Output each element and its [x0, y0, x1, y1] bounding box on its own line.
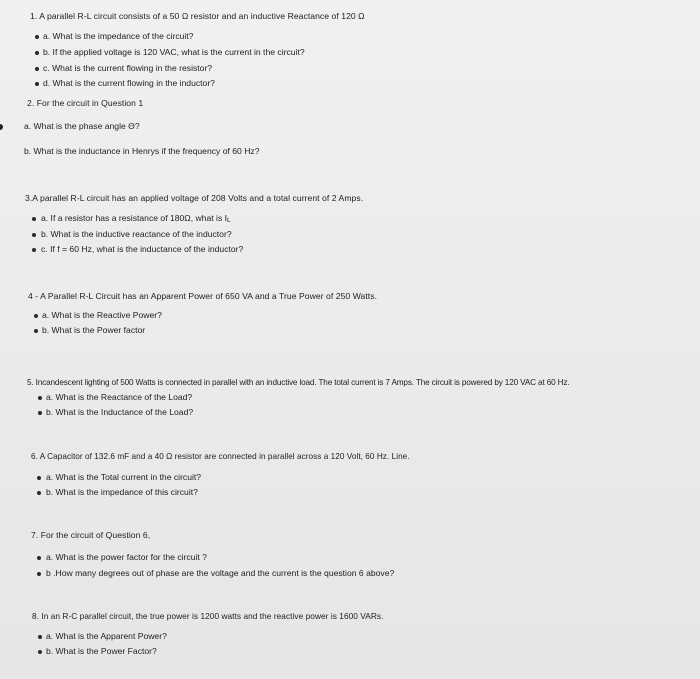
scroll-edge-marker	[0, 124, 3, 130]
bullet-icon	[37, 491, 41, 495]
bullet-icon	[35, 82, 39, 86]
question-7-item-a: a. What is the power factor for the circuit ?	[46, 552, 207, 562]
question-2-line-a: a. What is the phase angle Θ?	[24, 121, 140, 131]
question-5-title: 5. Incandescent lighting of 500 Watts is connected in parallel with an inductive load. The total current is 7 Amps. The circuit is powered by 120 VAC at 60 Hz.	[27, 378, 570, 387]
question-2-line-b: b. What is the inductance in Henrys if the frequency of 60 Hz?	[24, 146, 260, 156]
question-4-item-b: b. What is the Power factor	[42, 325, 146, 335]
question-8-title: 8. In an R-C parallel circuit, the true power is 1200 watts and the reactive power is 1600 VARs.	[32, 611, 384, 621]
question-3-item-c: c. If f = 60 Hz, what is the inductance of the inductor?	[41, 244, 244, 254]
question-4-item-a: a. What is the Reactive Power?	[42, 310, 162, 320]
bullet-icon	[38, 396, 42, 400]
question-5-item-b: b. What is the Inductance of the Load?	[46, 407, 194, 417]
bullet-icon	[37, 556, 41, 560]
question-7-item-b: b .How many degrees out of phase are the voltage and the current is the question 6 above?	[46, 568, 395, 578]
question-1-item-b: b. If the applied voltage is 120 VAC, what is the current in the circuit?	[43, 47, 305, 57]
question-3-item-a: a. If a resistor has a resistance of 180Ω, what is IL	[41, 213, 231, 224]
subscript-l: L	[227, 217, 231, 224]
question-1-item-c: c. What is the current flowing in the resistor?	[43, 63, 213, 73]
bullet-icon	[32, 248, 36, 252]
question-8-item-b: b. What is the Power Factor?	[46, 646, 157, 656]
question-5-item-a: a. What is the Reactance of the Load?	[46, 392, 193, 402]
bullet-icon	[34, 329, 38, 333]
bullet-icon	[32, 217, 36, 221]
bullet-icon	[35, 67, 39, 71]
question-3-item-b: b. What is the inductive reactance of the inductor?	[41, 229, 232, 239]
question-8-item-a: a. What is the Apparent Power?	[46, 631, 167, 641]
question-1-item-a: a. What is the impedance of the circuit?	[43, 31, 194, 41]
question-3-title: 3.A parallel R-L circuit has an applied voltage of 208 Volts and a total current of 2 Amps.	[25, 193, 364, 203]
bullet-icon	[35, 35, 39, 39]
bullet-icon	[37, 572, 41, 576]
bullet-icon	[38, 650, 42, 654]
question-4-title: 4 - A Parallel R-L Circuit has an Apparent Power of 650 VA and a True Power of 250 Watts.	[28, 291, 378, 301]
question-6-item-a: a. What is the Total current in the circuit?	[46, 472, 202, 482]
bullet-icon	[37, 476, 41, 480]
question-7-title: 7. For the circuit of Question 6,	[31, 530, 151, 540]
question-2-title: 2. For the circuit in Question 1	[27, 98, 144, 108]
question-6-item-b: b. What is the impedance of this circuit?	[46, 487, 198, 497]
question-1-item-d: d. What is the current flowing in the inductor?	[43, 78, 215, 88]
question-6-title: 6. A Capacitor of 132.6 mF and a 40 Ω resistor are connected in parallel across a 120 Volt, 60 Hz. Line.	[31, 452, 410, 461]
bullet-icon	[38, 635, 42, 639]
bullet-icon	[35, 51, 39, 55]
question-1-title: 1. A parallel R-L circuit consists of a 50 Ω resistor and an inductive Reactance of 120 Ω	[30, 11, 365, 21]
bullet-icon	[38, 411, 42, 415]
bullet-icon	[34, 314, 38, 318]
bullet-icon	[32, 233, 36, 237]
